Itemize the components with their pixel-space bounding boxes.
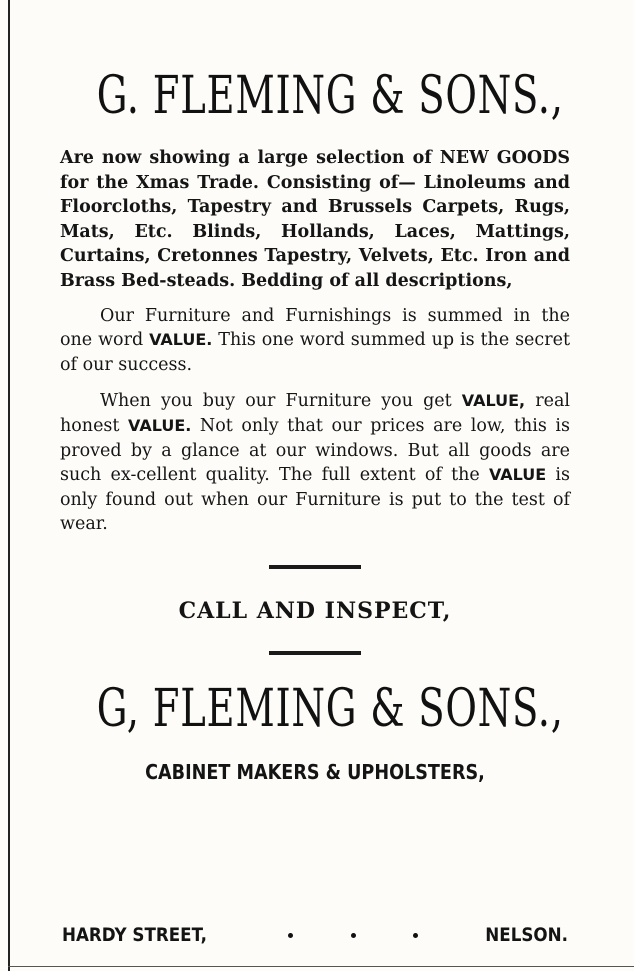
value-word-3: VALUE xyxy=(488,465,547,485)
street-address: HARDY STREET, xyxy=(62,924,207,946)
intro-paragraph: Are now showing a large selection of NEW GOODS for the Xmas Trade. Consisting of— Linoleums and Floorcloths, Tapestry and Brussels Carpets, Rugs, Mats, Etc. Blinds, Hollands, Laces, Mattings, Curtains, Cretonnes Tapestry, Velvets, Etc. Iron and Brass Bed-steads. Bedding of all descriptions, xyxy=(60,148,570,291)
quality-text-3: Not only that our prices are low, this is proved by a glance at our windows. But all goods are such ex-cellent quality. The full extent of the xyxy=(60,415,570,486)
address-row xyxy=(62,924,568,946)
quality-text-1: When you buy our Furniture you get xyxy=(100,391,452,412)
trade-description: CABINET MAKERS & UPHOLSTERS, xyxy=(145,759,485,784)
leader-dot xyxy=(351,933,356,938)
quality-text-2: real honest xyxy=(60,391,570,436)
value-paragraph xyxy=(60,304,570,378)
leader-dot xyxy=(288,933,293,938)
value-word-1: VALUE, xyxy=(461,391,526,411)
address-leader-dots xyxy=(288,933,418,938)
firm-name-heading: G. FLEMING & SONS., xyxy=(96,66,564,126)
quality-paragraph xyxy=(60,389,570,537)
quality-text-4: is only found out when our Furniture is put to the test of wear. xyxy=(60,465,570,535)
call-to-action: CALL AND INSPECT, xyxy=(178,597,452,624)
value-paragraph-text-2: This one word summed up is the secret of our success. xyxy=(60,330,570,375)
value-word-2: VALUE. xyxy=(128,415,192,435)
town-name: NELSON. xyxy=(485,924,568,946)
leader-dot xyxy=(413,933,418,938)
value-paragraph-text-1: Our Furniture and Furnishings is summed in the one word xyxy=(60,305,570,351)
left-column-rule xyxy=(8,0,10,971)
divider-rule-top xyxy=(269,565,361,569)
divider-rule-bottom xyxy=(269,651,361,655)
value-word: VALUE. xyxy=(149,330,213,350)
advertisement xyxy=(60,66,570,785)
bottom-column-rule xyxy=(8,966,634,967)
firm-name-footer: G, FLEMING & SONS., xyxy=(96,678,564,739)
